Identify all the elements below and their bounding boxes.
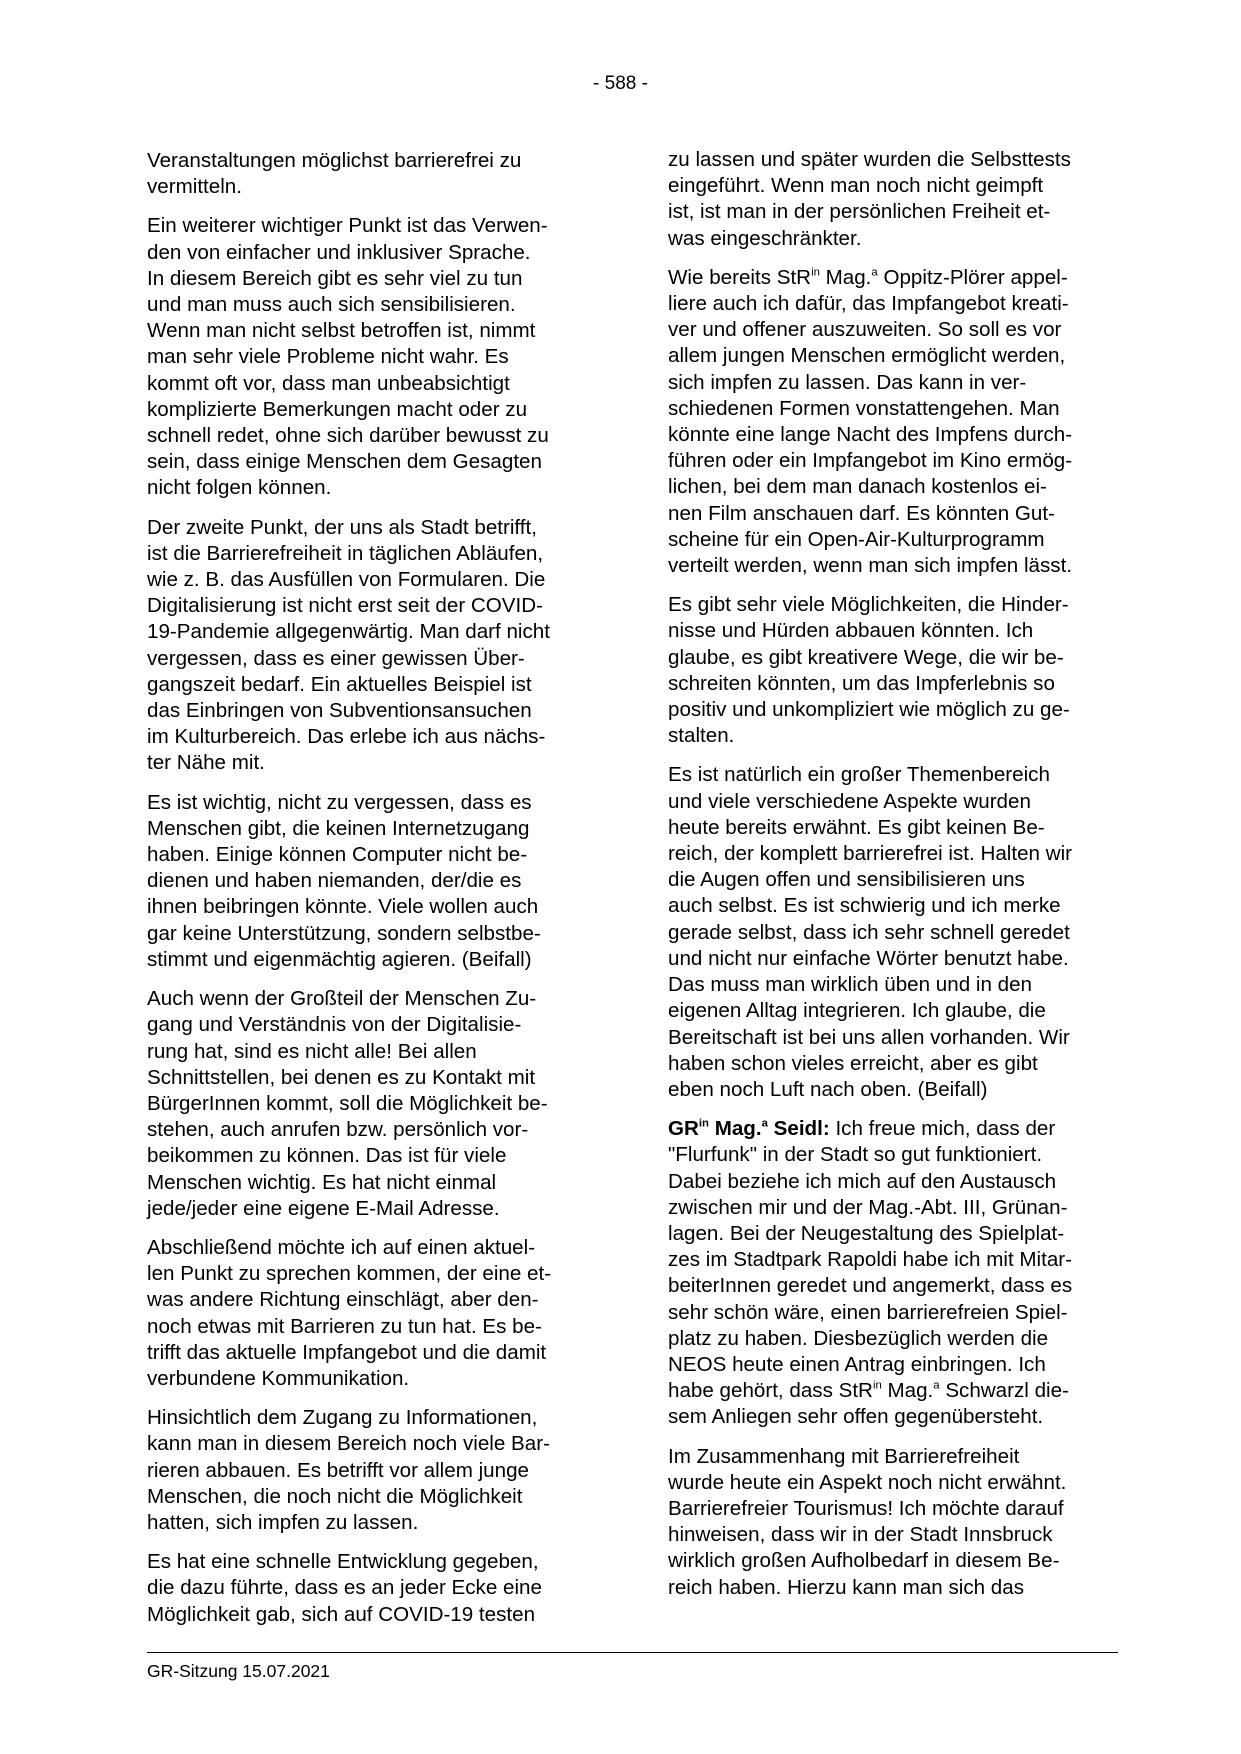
superscript: in — [872, 1379, 882, 1392]
superscript: a — [761, 1117, 768, 1130]
paragraph: Im Zusammenhang mit Barrierefreiheit wurde heute ein Aspekt noch nicht erwähnt. Barrierefreier Tourismus! Ich möchte darauf hinweisen, dass wir in der Stadt Innsbruck wirklich großen Aufholbedarf in diesem Be- reich haben. Hierzu kann man sich das — [668, 1444, 1067, 1599]
paragraph: Es gibt sehr viele Möglichkeiten, die Hinder- nisse und Hürden abbauen könnten. Ich glaube, es gibt kreativere Wege, die wir be- schreiten könnten, um das Impferlebnis so positiv und unkompliziert wie möglich zu ge- stalten. — [668, 593, 1070, 748]
paragraph: Es hat eine schnelle Entwicklung gegeben, die dazu führte, dass es an jeder Ecke eine Möglichkeit gab, sich auf COVID-19 testen — [147, 1550, 542, 1626]
footer-divider — [147, 1652, 1118, 1653]
paragraph: Abschließend möchte ich auf einen aktuel- len Punkt zu sprechen kommen, der eine et- was andere Richtung einschlägt, aber den- noch etwas mit Barrieren zu tun hat. Es be- trifft das aktuelle Impfangebot und die damit verbundene Kommunikation. — [147, 1235, 552, 1390]
page-number: - 588 - — [593, 73, 648, 94]
paragraph: Hinsichtlich dem Zugang zu Informationen, kann man in diesem Bereich noch viele Bar- rieren abbauen. Es betrifft vor allem junge Menschen, die noch nicht die Möglichkeit hatten, sich impfen zu lassen. — [147, 1406, 550, 1534]
text-run: Schwarzl die- sem Anliegen sehr offen gegenübersteht. — [668, 1379, 1069, 1429]
superscript: in — [698, 1117, 709, 1130]
paragraph: Auch wenn der Großteil der Menschen Zu- gang und Verständnis von der Digitalisie- rung hat, sind es nicht alle! Bei allen Schnittstellen, bei denen es zu Kontakt mit BürgerInnen kommt, soll die Möglichkeit be- stehen, auch anrufen bzw. persönlich vor- beikommen zu können. Das ist für viele Menschen wichtig. Es hat nicht einmal jede/jeder eine eigene E-Mail Adresse. — [147, 987, 548, 1220]
text-run: Wie bereits StR — [668, 265, 812, 289]
text-run: Seidl: — [767, 1117, 830, 1141]
text-run: Mag. — [708, 1117, 762, 1141]
paragraph: Es ist wichtig, nicht zu vergessen, dass es Menschen gibt, die keinen Internetzugang haben. Einige können Computer nicht be- dienen und haben niemanden, der/die es ihnen beibringen könnte. Viele wollen auch gar keine Unterstützung, sondern selbstbe- stimmt und eigenmächtig agieren. (Beifall) — [147, 790, 541, 971]
paragraph: Veranstaltungen möglichst barrierefrei zu vermitteln. — [147, 149, 522, 199]
text-run: GR — [668, 1117, 699, 1141]
superscript: a — [871, 266, 878, 279]
superscript: in — [811, 266, 820, 279]
paragraph: Der zweite Punkt, der uns als Stadt betrifft, ist die Barrierefreiheit in täglichen Abläufen, wie z. B. das Ausfüllen von Formularen. Die Digitalisierung ist nicht erst seit der COVID- 19-Pandemie allgegenwärtig. Man darf nicht vergessen, dass es einer gewissen Über- gangszeit bedarf. Ein aktuelles Beispiel ist das Einbringen von Subventionsansuchen im Kulturbereich. Das erlebe ich aus nächs- ter Nähe mit. — [147, 515, 550, 775]
paragraph: Es ist natürlich ein großer Themenbereich und viele verschiedene Aspekte wurden heute bereits erwähnt. Es gibt keinen Be- reich, der komplett barrierefrei ist. Halten wir die Augen offen und sensibilisieren uns auch selbst. Es ist schwierig und ich merke gerade selbst, dass ich sehr schnell geredet und nicht nur einfache Wörter benutzt habe. Das muss man wirklich üben und in den eigenen Alltag integrieren. Ich glaube, die Bereitschaft ist bei uns allen vorhanden. Wir haben schon vieles erreicht, aber es gibt eben noch Luft nach oben. (Beifall) — [668, 763, 1073, 1101]
paragraph: zu lassen und später wurden die Selbsttests eingeführt. Wenn man noch nicht geimpft ist, ist man in der persönlichen Freiheit et- was eingeschränkter. — [668, 148, 1071, 250]
speaker-name — [668, 1117, 830, 1140]
text-run: Oppitz-Plörer appel- liere auch ich dafür, das Impfangebot kreati- ver und offener auszuweiten. So soll es vor allem jungen Menschen ermöglicht werden, sich impfen zu lassen. Das kann in ver- schiedenen Formen vonstattengehen. Man könnte eine lange Nacht des Impfens durch- führen oder ein Impfangebot im Kino ermög- lichen, bei dem man danach kostenlos ei- nen Film anschauen darf. Es könnten Gut- scheine für ein Open-Air-Kulturprogramm verteilt werden, wenn man sich impfen lässt. — [668, 265, 1073, 578]
text-run: Mag. — [819, 265, 872, 289]
right-column — [668, 147, 1118, 1614]
speaker-paragraph — [668, 1116, 1118, 1430]
paragraph: Ein weiterer wichtiger Punkt ist das Verwen- den von einfacher und inklusiver Sprache. In diesem Bereich gibt es sehr viel zu tun und man muss auch sich sensibilisieren. Wenn man nicht selbst betroffen ist, nimmt man sehr viele Probleme nicht wahr. Es kommt oft vor, dass man unbeabsichtigt komplizierte Bemerkungen macht oder zu schnell redet, ohne sich darüber bewusst zu sein, dass einige Menschen dem Gesagten nicht folgen können. — [147, 214, 549, 500]
paragraph — [668, 265, 1118, 579]
footer-session-date: GR-Sitzung 15.07.2021 — [147, 1661, 330, 1681]
text-run: Mag. — [881, 1379, 934, 1403]
left-column — [147, 148, 597, 1641]
text-run: Ich freue mich, dass der "Flurfunk" in der Stadt so gut funktioniert. Dabei beziehe ich mich auf den Austausch zwischen mir und der Mag.-Abt. III, Grünan- lagen. Bei der Neugestaltung des Spielplat- zes im Stadtpark Rapoldi habe ich mit Mitar- beiterInnen geredet und angemerkt, dass es sehr schön wäre, einen barrierefreien Spiel- platz zu haben. Diesbezüglich werden die NEOS heute einen Antrag einbringen. Ich habe gehört, dass StR — [668, 1117, 1073, 1403]
superscript: a — [933, 1379, 940, 1392]
